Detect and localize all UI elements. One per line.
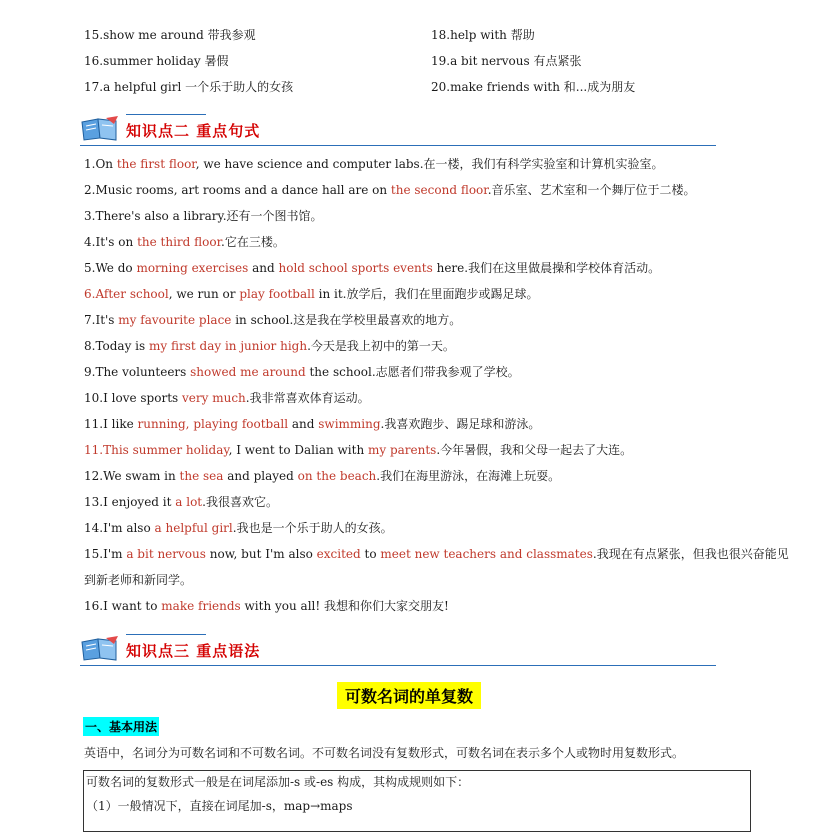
sentence-text: in school.这是我在学校里最喜欢的地方。 [231, 313, 462, 327]
sentence-line [84, 285, 539, 303]
key-phrase: a helpful girl [154, 521, 233, 535]
sentence-text: now, but I'm also [205, 547, 317, 561]
sentence-text: and played [223, 469, 298, 483]
key-phrase: 11.This summer holiday [84, 443, 229, 457]
sentence-text: .我现在有点紧张，但我也很兴奋能见 [592, 547, 789, 561]
sentence-line [84, 337, 455, 355]
key-phrase: swimming [318, 417, 381, 431]
sentence-line [84, 155, 664, 173]
grammar-subheading: 一、基本用法 [83, 717, 159, 736]
sentence-line [84, 259, 660, 277]
vocab-item-16: 16.summer holiday 暑假 [84, 54, 229, 68]
vocab-item-15: 15.show me around 带我参观 [84, 28, 256, 42]
grammar-title: 可数名词的单复数 [337, 682, 481, 709]
sentence-line [84, 597, 449, 615]
key-phrase: play football [239, 287, 315, 301]
key-phrase: hold school sports events [278, 261, 433, 275]
sentence-text: in it.放学后，我们在里面跑步或踢足球。 [314, 287, 539, 301]
sentence-line [84, 545, 789, 563]
sentence-line [84, 441, 632, 459]
sentence-line [84, 181, 696, 199]
sentence-line [84, 467, 560, 485]
rules-box [83, 770, 751, 832]
sentence-text: , we run or [168, 287, 240, 301]
section-heading-3 [80, 634, 716, 666]
sentence-text: with you all! 我想和你们大家交朋友! [240, 599, 449, 613]
book-icon [80, 116, 120, 142]
sentence-text: .音乐室、艺术室和一个舞厅位于二楼。 [487, 183, 696, 197]
sentence-text: 16.I want to [84, 599, 162, 613]
sentence-text: .我很喜欢它。 [202, 495, 278, 509]
sentence-line [84, 363, 520, 381]
sentence-text: .我喜欢跑步、踢足球和游泳。 [380, 417, 541, 431]
sentence-text: 9.The volunteers [84, 365, 191, 379]
vocab-item-17: 17.a helpful girl 一个乐于助人的女孩 [84, 80, 294, 94]
sentence-text: .我们在海里游泳，在海滩上玩耍。 [376, 469, 561, 483]
key-phrase: very much [182, 391, 246, 405]
sentence-text: here.我们在这里做晨操和学校体育活动。 [432, 261, 661, 275]
sentence-line [84, 519, 393, 537]
sentence-line [84, 493, 278, 511]
sentence-text: 12.We swam in [84, 469, 180, 483]
sentence-text: 10.I love sports [84, 391, 182, 405]
key-phrase: running, playing football [137, 417, 289, 431]
sentence-text: .我也是一个乐于助人的女孩。 [232, 521, 393, 535]
key-phrase: the sea [179, 469, 224, 483]
key-phrase: the first floor [116, 157, 196, 171]
key-phrase: a lot [175, 495, 203, 509]
sentence-text: .我非常喜欢体育运动。 [245, 391, 370, 405]
sentence-text: 5.We do [84, 261, 137, 275]
section-title: 知识点二 重点句式 [126, 122, 261, 140]
sentence-text: the school.志愿者们带我参观了学校。 [305, 365, 520, 379]
key-phrase: meet new teachers and classmates [380, 547, 593, 561]
sentence-text: 1.On [84, 157, 117, 171]
sentence-text: , we have science and computer labs.在一楼，我们有科学实验室和计算机实验室。 [195, 157, 664, 171]
sentence-line [84, 571, 192, 589]
sentence-text: 14.I'm also [84, 521, 155, 535]
heading-bottom-rule [80, 665, 716, 666]
sentence-text: 2.Music rooms, art rooms and a dance hall are on [84, 183, 391, 197]
key-phrase: the third floor [137, 235, 222, 249]
sentence-text: 13.I enjoyed it [84, 495, 176, 509]
sentence-text: 8.Today is [84, 339, 149, 353]
vocab-item-19: 19.a bit nervous 有点紧张 [431, 54, 582, 68]
key-phrase: a bit nervous [126, 547, 206, 561]
sentence-text: 3.There's also a library.还有一个图书馆。 [84, 209, 323, 223]
sentence-text: and [288, 417, 319, 431]
sentence-text: 15.I'm [84, 547, 127, 561]
heading-top-rule [126, 114, 206, 115]
vocab-item-18: 18.help with 帮助 [431, 28, 535, 42]
sentence-line [84, 311, 461, 329]
sentence-text: .它在三楼。 [221, 235, 285, 249]
sentence-line [84, 233, 285, 251]
key-phrase: showed me around [190, 365, 306, 379]
key-phrase: 6.After school [84, 287, 169, 301]
sentence-line [84, 415, 540, 433]
key-phrase: the second floor [390, 183, 488, 197]
key-phrase: my first day in junior high [149, 339, 308, 353]
heading-top-rule [126, 634, 206, 635]
sentence-text: 4.It's on [84, 235, 138, 249]
key-phrase: my favourite place [118, 313, 232, 327]
sentence-text: 7.It's [84, 313, 119, 327]
vocab-item-20: 20.make friends with 和...成为朋友 [431, 80, 636, 94]
sentence-text: .今天是我上初中的第一天。 [307, 339, 455, 353]
sentence-text: and [248, 261, 279, 275]
sentence-text: 11.I like [84, 417, 138, 431]
sentence-line [84, 389, 370, 407]
grammar-intro: 英语中，名词分为可数名词和不可数名词。不可数名词没有复数形式，可数名词在表示多个人或物时用复数形式。 [84, 746, 685, 760]
rules-box-line: （1）一般情况下，直接在词尾加-s，map→maps [86, 799, 353, 813]
key-phrase: on the beach [297, 469, 377, 483]
section-title: 知识点三 重点语法 [126, 642, 261, 660]
section-heading-2 [80, 114, 716, 146]
rules-box-line: 可数名词的复数形式一般是在词尾添加-s 或-es 构成，其构成规则如下： [86, 775, 470, 789]
sentence-text: 到新老师和新同学。 [84, 573, 193, 587]
sentence-line [84, 207, 323, 225]
key-phrase: my parents [367, 443, 437, 457]
sentence-text: .今年暑假，我和父母一起去了大连。 [436, 443, 633, 457]
sentence-text: , I went to Dalian with [228, 443, 368, 457]
key-phrase: excited [316, 547, 361, 561]
key-phrase: make friends [161, 599, 241, 613]
key-phrase: morning exercises [136, 261, 249, 275]
sentence-text: to [360, 547, 381, 561]
heading-bottom-rule [80, 145, 716, 146]
book-icon [80, 636, 120, 662]
